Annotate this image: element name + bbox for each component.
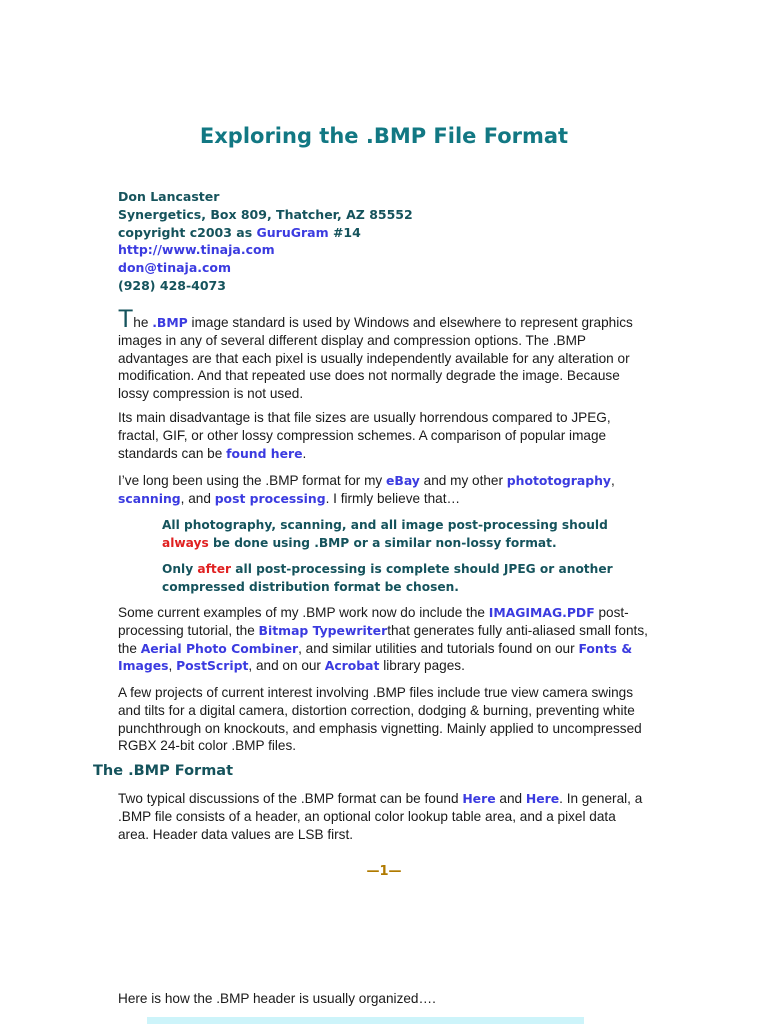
- author-name: Don Lancaster: [118, 189, 220, 204]
- text-run: . I firmly believe that…: [325, 490, 461, 506]
- quote-always: [162, 516, 632, 552]
- gurugram-link[interactable]: GuruGram: [256, 224, 329, 240]
- scanning-link[interactable]: scanning: [118, 490, 181, 506]
- imagimag-link[interactable]: IMAGIMAG.PDF: [488, 605, 595, 620]
- author-block: [118, 188, 413, 295]
- text-run: Some current examples of my .BMP work now do include the: [118, 605, 489, 620]
- bitmap-typewriter-link[interactable]: Bitmap Typewriter: [258, 622, 388, 638]
- intro-paragraph: [118, 305, 648, 403]
- phone-number: (928) 428-4073: [118, 277, 226, 293]
- drop-cap: T: [118, 305, 134, 333]
- text-run: Two typical discussions of the .BMP format can be found: [118, 791, 463, 806]
- email-link[interactable]: don@tinaja.com: [118, 260, 232, 276]
- text-run: . In general, a .BMP file consists of a header, an optional color lookup table area, and a pixel data area. Header data values are LSB first.: [118, 791, 643, 842]
- bmp-link[interactable]: .BMP: [152, 315, 188, 330]
- emphasis-after: after: [197, 562, 232, 576]
- text-run: .: [302, 445, 307, 461]
- header-intro-paragraph: Here is how the .BMP header is usually organized….: [118, 991, 436, 1006]
- aerial-photo-combiner-link[interactable]: Aerial Photo Combiner: [140, 640, 299, 656]
- text-run: and my other: [419, 473, 507, 488]
- text-run: he: [133, 315, 153, 330]
- post-processing-link[interactable]: post processing: [214, 490, 326, 506]
- text-run: and: [495, 791, 526, 806]
- text-run: that generates fully anti-aliased small fonts, the: [118, 622, 648, 656]
- emphasis-always: always: [162, 536, 209, 550]
- copyright-line: [118, 224, 413, 242]
- text-run: ,: [168, 658, 177, 674]
- text-run: post-processing tutorial, the: [118, 605, 629, 638]
- text-run: all post-processing is complete should JPEG or another compressed distribution format be chosen.: [162, 562, 613, 594]
- text-run: , and similar utilities and tutorials found on our: [298, 640, 579, 656]
- here-link-1[interactable]: Here: [462, 791, 496, 806]
- website-link[interactable]: http://www.tinaja.com: [118, 242, 275, 258]
- text-run: image standard is used by Windows and elsewhere to represent graphics images in any of several different display and compression options. The .BMP advantages are that each pixel is usually independently available for any alteration or modification. And that repeated use does not normally degrade the image. Because lossy compression is not used.: [118, 315, 633, 402]
- postscript-link[interactable]: PostScript: [176, 658, 249, 674]
- text-run: All photography, scanning, and all image post-processing should: [162, 518, 608, 532]
- copyright-prefix: copyright c2003 as: [118, 224, 257, 240]
- acrobat-link[interactable]: Acrobat: [324, 658, 380, 674]
- format-paragraph: [118, 790, 648, 843]
- found-here-link[interactable]: found here: [226, 445, 303, 461]
- text-run: Its main disadvantage is that file sizes are usually horrendous compared to JPEG, fractal, GIF, or other lossy compression schemes. A comparison of popular image standards can be: [118, 410, 611, 461]
- text-run: Only: [162, 562, 198, 576]
- document-title: Exploring the .BMP File Format: [199, 124, 569, 148]
- ebay-link[interactable]: eBay: [385, 473, 420, 488]
- text-run: I’ve long been using the .BMP format for my: [118, 473, 386, 488]
- disadvantage-paragraph: [118, 409, 648, 462]
- copyright-suffix: #14: [328, 224, 361, 240]
- text-run: library pages.: [379, 658, 465, 674]
- text-run: , and on our: [248, 658, 325, 674]
- text-run: be done using .BMP or a similar non-lossy format.: [208, 536, 557, 550]
- projects-paragraph: A few projects of current interest involving .BMP files include true view camera swings and tilts for a digital camera, distortion correction, dodging & burning, preventing white punchthrough on knockouts, and emphasis vignetting. Mainly applied to uncompressed RGBX 24-bit color .BMP files.: [118, 685, 642, 754]
- page-number: —1—: [366, 864, 402, 879]
- table-top-bar: [147, 1017, 584, 1024]
- here-link-2[interactable]: Here: [525, 791, 560, 806]
- text-run: ,: [610, 473, 615, 488]
- phototography-link[interactable]: phototography: [506, 473, 611, 488]
- usage-paragraph: [118, 472, 648, 508]
- author-address: Synergetics, Box 809, Thatcher, AZ 85552: [118, 206, 413, 222]
- fonts-images-link[interactable]: Fonts & Images: [118, 640, 633, 674]
- examples-paragraph: [118, 604, 648, 675]
- quote-after: [162, 560, 632, 596]
- text-run: , and: [180, 490, 215, 506]
- section-heading: The .BMP Format: [93, 763, 234, 779]
